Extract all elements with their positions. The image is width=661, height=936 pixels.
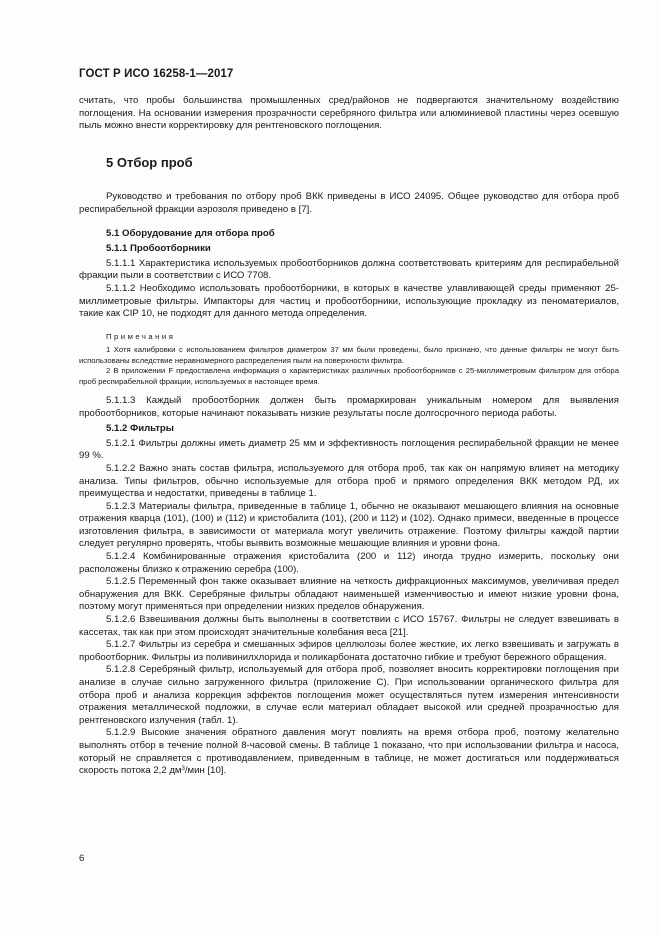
clause-text: 5.1.2.9 Высокие значения обратного давления могут повлиять на время отбора проб, поэтому желательно выполнять отбор в течение полной 8-часовой смены. В таблице 1 показано, что при использовании фильтра и насоса, который не справляется с противодавлением, приведенным в таблице, не может достигаться или поддерживаться скорость потока 2,2 дм [79,727,619,777]
clause-paragraph: 5.1.2.3 Материалы фильтра, приведенные в таблице 1, обычно не оказывают мешающего влияния на основные отражения кварца (101), (100) и (112) и кристобалита (101), (200 и 112) и (102). Однако примеси, введенные в процессе изготовления фильтра, в зависимости от материала могут увеличить отражение. Поэтому фильтры каждой партии следует регулярно проверять, чтобы выявить возможные мешающие влияния и уровни фона. [79,500,619,550]
intro-paragraph: считать, что пробы большинства промышленных сред/районов не подвергаются значительному воздействию поглощения. На основании измерения прозрачности серебряного фильтра или алюминиевой пластины через осевшую пыль можно внести корректировку для рентгеновского поглощения. [79,95,619,132]
notes-title: Примечания [106,331,176,341]
clause-paragraph: 5.1.2.7 Фильтры из серебра и смешанных эфиров целлюлозы более жесткие, их легко взвешивать и загружать в пробоотборник. Фильтры из поливинилхлорида и поликарбоната достаточно гибкие и требуют бережного обращения. [79,639,619,663]
clause-paragraph: 5.1.2.2 Важно знать состав фильтра, используемого для отбора проб, так как он напрямую влияет на методику анализа. Типы фильтров, обычно используемые для отбора проб и прямого определения ВКК методом РД, их преимущества и недостатки, приведены в таблице 1. [79,462,619,500]
clause-paragraph: 5.1.2.4 Комбинированные отражения кристобалита (200 и 112) иногда трудно измерить, поскольку они расположены близко к отражению серебра (100). [79,551,619,575]
page-content [79,95,619,778]
clause-paragraph: 5.1.2.5 Переменный фон также оказывает влияние на четкость дифракционных максимумов, увеличивая предел обнаружения для ВКК. Серебряные фильтры обладают наименьшей изменчивостью и имеют низкие уровни фона, поэтому могут применяться при определении низких пределов обнаружения. [79,576,619,613]
clause-text-tail: /мин [10]. [184,765,227,777]
clause-paragraph: 5.1.2.1 Фильтры должны иметь диаметр 25 мм и эффективность поглощения респирабельной фракции не менее 99 %. [79,437,619,462]
clause-paragraph: 5.1.1.1 Характеристика используемых пробоотборников должна соответствовать критериям для респирабельной фракции пыли в соответствии с ИСО 7708. [79,257,619,282]
clause-paragraph: 5.1.2.8 Серебряный фильтр, используемый для отбора проб, позволяет вносить корректировки поглощения при анализе в случае сильно загруженного фильтра (приложение С). При использовании органического фильтра для отбора проб и анализа коррекция эффектов поглощения может осуществляться путем измерения интенсивности отражения металлической подложки, в случае если материал обладает высокой или средней прозрачностью для рентгеновского излучения (табл. 1). [79,664,619,726]
superscript: 3 [181,766,185,773]
clause-paragraph [79,727,619,777]
subsection-heading: 5.1.1 Пробоотборники [106,243,211,255]
subsection-heading: 5.1 Оборудование для отбора проб [106,227,275,239]
standard-title: ГОСТ Р ИСО 16258-1—2017 [79,68,234,80]
section-heading: 5 Отбор проб [106,154,193,170]
page-number: 6 [79,853,85,864]
note: 1 Хотя калибровки с использованием фильтров диаметром 37 мм были проведены, было признано, что данные фильтры не могут быть использованы вследствие неравномерного распределения пыли на поверхности фильтра. [79,345,619,365]
clause-paragraph: 5.1.1.2 Необходимо использовать пробоотборники, в которых в качестве улавливающей среды применяют 25-миллиметровые фильтры. Импакторы для частиц и пробоотборники, использующие прокладку из пеноматериалов, такие как CIP 10, не подходят для данного метода определения. [79,282,619,320]
note: 2 В приложении F предоставлена информация о характеристиках различных пробоотборников с 25-миллиметровым фильтром для отбора проб респирабельной фракции, используемых в настоящее время. [79,366,619,386]
clause-paragraph: 5.1.1.3 Каждый пробоотборник должен быть промаркирован уникальным номером для выявления пробоотборников, которые начинают показывать низкие результаты после долгосрочного периода работы. [79,394,619,419]
clause-paragraph: 5.1.2.6 Взвешивания должны быть выполнены в соответствии с ИСО 15767. Фильтры не следует взвешивать в кассетах, так как при этом происходят значительные колебания веса [21]. [79,614,619,638]
subsection-heading: 5.1.2 Фильтры [106,423,174,435]
section-paragraph: Руководство и требования по отбору проб ВКК приведены в ИСО 24095. Общее руководство для отбора проб респирабельной фракции аэрозоля приведено в [7]. [79,191,619,215]
